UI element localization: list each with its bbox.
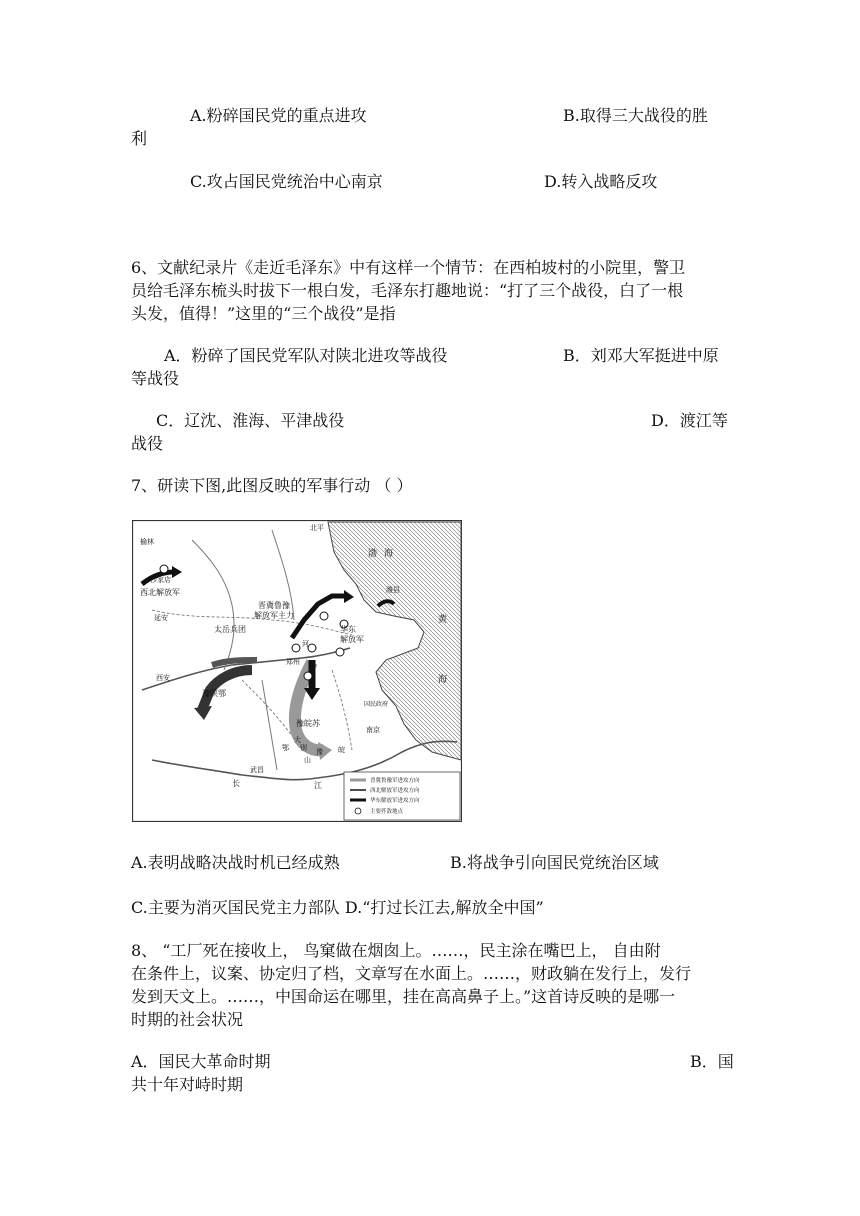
- label-xian: 西安: [156, 674, 170, 682]
- label-shajiadian: 沙家店: [150, 576, 171, 584]
- battle-marker: [160, 565, 168, 573]
- q5-option-c: C.攻占国民党统治中心南京: [190, 172, 383, 191]
- label-he: 河: [302, 640, 309, 648]
- label-bohai-2: 海: [384, 549, 394, 559]
- q5-option-d: D.转入战略反攻: [544, 172, 658, 191]
- q5-option-a: A.粉碎国民党的重点进攻: [190, 106, 367, 125]
- label-yuwansu: 豫皖苏: [296, 719, 320, 728]
- q8-stem-line-3: 发到天文上。……，中国命运在哪里，挂在高高鼻子上。”这首诗反映的是哪一: [131, 987, 676, 1006]
- label-beiping: 北平: [310, 524, 324, 532]
- label-yushane: 豫陕鄂: [202, 689, 226, 698]
- label-huadong: 华东: [340, 625, 356, 634]
- q7-option-b: B.将战争引向国民党统治区域: [450, 853, 659, 872]
- label-wuchang: 武昌: [250, 766, 264, 774]
- q7-option-cd: C.主要为消灭国民党主力部队 D.“打过长江去,解放全中国”: [131, 898, 544, 917]
- battle-marker: [308, 644, 316, 652]
- label-jiang: 江: [314, 781, 322, 790]
- battle-marker: [292, 644, 300, 652]
- label-yu: 豫: [316, 748, 323, 756]
- q7-stem: 7、研读下图,此图反映的军事行动 （ ）: [131, 476, 413, 495]
- label-yanan: 延安: [154, 614, 168, 622]
- q5-option-b-wrap: 利: [131, 129, 148, 148]
- label-bohai: 渤: [368, 549, 378, 559]
- q8-option-a: A．国民大革命时期: [131, 1052, 271, 1071]
- battle-marker: [304, 672, 312, 680]
- military-map: [132, 520, 462, 822]
- q6-stem-line-2: 员给毛泽东梳头时拔下一根白发，毛泽东打趣地说：“打了三个战役，白了一根: [131, 281, 684, 300]
- q6-stem-line-3: 头发，值得！”这里的“三个战役”是指: [131, 304, 396, 323]
- label-nanjing: 南京: [366, 726, 380, 734]
- label-bie: 别: [300, 744, 307, 752]
- q8-stem-line-4: 时期的社会状况: [131, 1010, 244, 1029]
- label-jinjilu-2: 解放军主力: [254, 611, 294, 620]
- q6-option-a: A．粉碎了国民党军队对陕北进攻等战役: [164, 346, 448, 365]
- q6-option-d: D．渡江等: [651, 411, 728, 430]
- q6-option-b: B．刘邓大军挺进中原: [563, 346, 719, 365]
- label-taiyue: 太岳兵团: [214, 625, 246, 634]
- label-yulin: 榆林: [140, 538, 154, 546]
- legend-item: 西北解放军进攻方向: [370, 788, 420, 794]
- q6-option-b-wrap: 等战役: [131, 369, 180, 388]
- battle-marker: [320, 612, 328, 620]
- label-weixian: 潍县: [386, 586, 400, 594]
- q6-stem-line-1: 6、文献纪录片《走近毛泽东》中有这样一个情节：在西柏坡村的小院里，警卫: [131, 258, 686, 277]
- legend-item: 晋冀鲁豫军进攻方向: [370, 778, 420, 784]
- q8-stem-line-2: 在条件上，议案、协定归了档，文章写在水面上。……，财政躺在发行上，发行: [131, 964, 692, 983]
- q7-option-a: A.表明战略决战时机已经成熟: [131, 853, 340, 872]
- q5-option-b: B.取得三大战役的胜: [563, 106, 708, 125]
- label-hai: 海: [438, 675, 448, 685]
- label-northwest-army: 西北解放军: [140, 588, 180, 597]
- label-da: 大: [294, 736, 301, 744]
- label-shan: 山: [304, 756, 311, 764]
- label-zhengzhou: 郑州: [286, 658, 300, 666]
- label-e: 鄂: [282, 744, 289, 752]
- map-legend: [344, 772, 460, 820]
- label-wan: 皖: [338, 746, 345, 754]
- legend-item: 华东解放军进攻方向: [370, 798, 420, 804]
- q6-option-d-wrap: 战役: [131, 434, 164, 453]
- label-huadong-2: 解放军: [340, 635, 364, 644]
- label-guomin: 国民政府: [364, 701, 389, 708]
- q8-stem-line-1: 8、 “工厂死在接收上， 鸟窠做在烟囱上。……，民主涂在嘴巴上， 自由附: [131, 941, 661, 960]
- legend-item: 主要歼敌地点: [370, 809, 404, 815]
- q8-option-b: B．国: [690, 1052, 734, 1071]
- q8-option-b-wrap: 共十年对峙时期: [131, 1075, 244, 1094]
- q6-option-c: C．辽沈、淮海、平津战役: [156, 411, 345, 430]
- label-jinjilu: 晋冀鲁豫: [258, 601, 290, 610]
- label-huang: 黄: [438, 615, 448, 625]
- battle-marker: [336, 648, 344, 656]
- label-chang: 长: [232, 779, 240, 788]
